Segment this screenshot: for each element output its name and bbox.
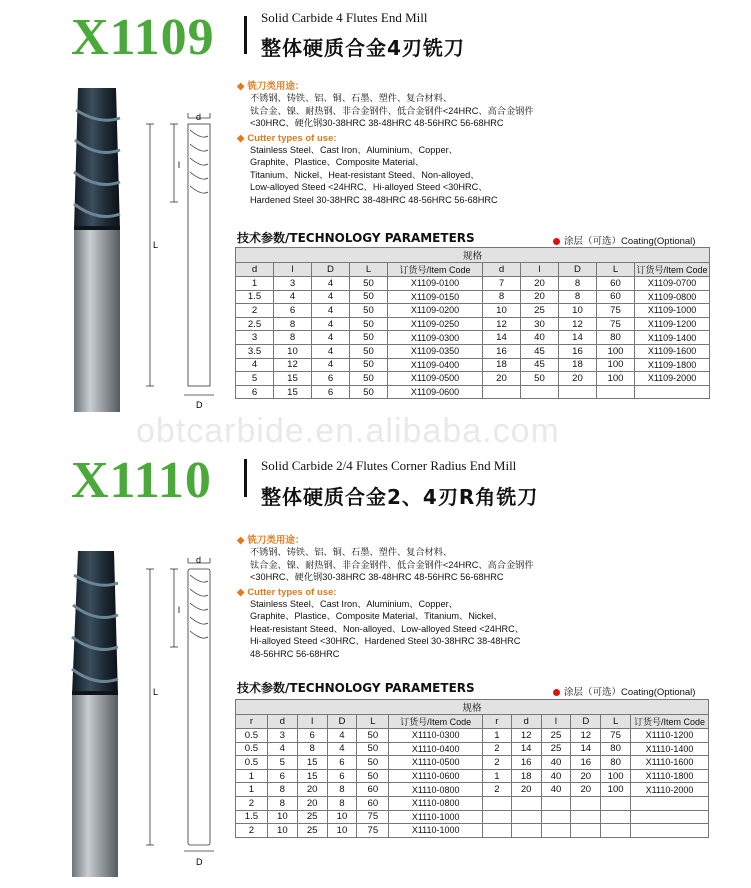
- table-cell: 100: [601, 769, 631, 783]
- table-cell: 8: [274, 317, 312, 331]
- column-header: D: [312, 263, 350, 277]
- table-cell: X1109-0250: [388, 317, 483, 331]
- table-cell: 18: [483, 358, 521, 372]
- title-divider: [244, 16, 247, 54]
- table-cell: X1109-1000: [635, 304, 710, 318]
- table-cell: 4: [236, 358, 274, 372]
- table-cell: 0.5: [236, 742, 268, 756]
- column-header: d: [511, 715, 541, 729]
- table-cell: 4: [312, 344, 350, 358]
- use-en-line: Low-alloyed Steed <24HRC、Hi-alloyed Steed <30HRC、: [250, 182, 488, 192]
- table-cell: 4: [327, 729, 357, 743]
- table-cell: 8: [267, 783, 297, 797]
- table-cell: 50: [350, 331, 388, 345]
- diamond-icon: ◆: [237, 586, 245, 598]
- table-cell: 8: [274, 331, 312, 345]
- product-title-cn: 整体硬质合金2、4刃R角铣刀: [261, 485, 539, 509]
- column-header: l: [541, 715, 571, 729]
- table-cell: 20: [511, 783, 541, 797]
- table-cell: 4: [312, 277, 350, 291]
- table-cell: 12: [511, 729, 541, 743]
- table-row: [236, 385, 710, 399]
- use-en-line: Graphite、Plastice、Composite Material、: [250, 157, 425, 167]
- table-cell: X1110-0500: [389, 756, 483, 770]
- table-cell: [631, 796, 709, 810]
- table-cell: 6: [297, 729, 327, 743]
- diagram-label-d: d: [196, 112, 202, 122]
- table-cell: [521, 385, 559, 399]
- table-cell: [559, 385, 597, 399]
- table-cell: 25: [297, 810, 327, 824]
- use-en-heading: Cutter types of use:: [247, 586, 337, 598]
- table-row: [236, 783, 709, 797]
- table-cell: 1: [236, 277, 274, 291]
- table-cell: X1109-0400: [388, 358, 483, 372]
- use-en-heading: Cutter types of use:: [247, 132, 337, 144]
- table-cell: 20: [297, 796, 327, 810]
- column-header: 订货号/Item Code: [635, 263, 710, 277]
- table-cell: 8: [327, 783, 357, 797]
- table-cell: 1: [483, 769, 512, 783]
- table-cell: 100: [597, 358, 635, 372]
- table-cell: [631, 824, 709, 838]
- table-cell: 15: [297, 769, 327, 783]
- params-table-x1110: [235, 699, 709, 838]
- table-cell: 4: [267, 742, 297, 756]
- product-code-x1110: X1110: [71, 452, 212, 509]
- table-cell: [571, 824, 601, 838]
- table-cell: 0.5: [236, 756, 268, 770]
- table-cell: X1109-0300: [388, 331, 483, 345]
- table-cell: 4: [274, 290, 312, 304]
- table-cell: 4: [312, 290, 350, 304]
- use-cn-line: 钛合金、镍、耐热钢、非合金钢件、低合金钢件<24HRC、高合金钢件: [250, 559, 534, 570]
- column-header: L: [601, 715, 631, 729]
- column-header: D: [559, 263, 597, 277]
- table-cell: 25: [297, 824, 327, 838]
- use-cn-line: <30HRC、硬化钢30-38HRC 38-48HRC 48-56HRC 56-68HRC: [250, 572, 504, 582]
- table-cell: 6: [274, 304, 312, 318]
- table-cell: 4: [312, 304, 350, 318]
- table-cell: 3.5: [236, 344, 274, 358]
- table-cell: 10: [327, 810, 357, 824]
- table-cell: 40: [541, 783, 571, 797]
- spec-header: 规格: [236, 248, 710, 263]
- table-cell: 14: [559, 331, 597, 345]
- column-header: D: [571, 715, 601, 729]
- table-cell: 25: [541, 742, 571, 756]
- table-cell: 4: [312, 358, 350, 372]
- end-mill-photo: [60, 545, 130, 880]
- diamond-icon: ◆: [237, 535, 245, 546]
- table-cell: [571, 810, 601, 824]
- use-section: [237, 78, 737, 206]
- table-cell: X1109-0700: [635, 277, 710, 291]
- table-cell: 8: [559, 277, 597, 291]
- table-cell: 1.5: [236, 810, 268, 824]
- column-header: 订货号/Item Code: [389, 715, 483, 729]
- table-cell: 10: [327, 824, 357, 838]
- table-cell: 60: [357, 796, 389, 810]
- table-cell: 2: [483, 756, 512, 770]
- table-row: [236, 358, 710, 372]
- use-cn-line: 不锈钢、铸铁、铝、铜、石墨、塑件、复合材料、: [250, 547, 453, 557]
- table-cell: 7: [483, 277, 521, 291]
- table-row: [236, 277, 710, 291]
- coating-note: 涂层（可选）Coating(Optional): [553, 684, 695, 698]
- column-header: r: [483, 715, 512, 729]
- coating-dot-icon: [553, 689, 560, 696]
- product-title-en: Solid Carbide 4 Flutes End Mill: [261, 10, 428, 25]
- use-cn-line: <30HRC、硬化钢30-38HRC 38-48HRC 48-56HRC 56-68HRC: [250, 118, 504, 128]
- use-cn-heading: 铣刀类用途：: [247, 535, 305, 546]
- column-header: d: [236, 263, 274, 277]
- diagram-label-l: l: [178, 605, 180, 615]
- table-cell: X1110-1800: [631, 769, 709, 783]
- table-cell: [483, 385, 521, 399]
- table-cell: X1110-0400: [389, 742, 483, 756]
- table-cell: X1109-0350: [388, 344, 483, 358]
- table-cell: [541, 810, 571, 824]
- use-en-line: Titanium、Nickel、Heat-resistant Steed、Non-alloyed、: [250, 169, 480, 180]
- use-cn-line: 钛合金、镍、耐热钢、非合金钢件、低合金钢件<24HRC、高合金钢件: [250, 105, 534, 116]
- table-cell: 6: [312, 385, 350, 399]
- use-cn-line: 不锈钢、铸铁、铝、铜、石墨、塑件、复合材料、: [250, 93, 453, 103]
- table-cell: X1110-0600: [389, 769, 483, 783]
- table-row: [236, 317, 710, 331]
- product-title-en: Solid Carbide 2/4 Flutes Corner Radius End Mill: [261, 458, 517, 473]
- column-header: l: [521, 263, 559, 277]
- product-code-x1109: X1109: [71, 9, 215, 66]
- table-cell: 80: [597, 331, 635, 345]
- params-table-x1109: [235, 247, 710, 399]
- table-cell: 2: [236, 304, 274, 318]
- table-cell: X1109-2000: [635, 372, 710, 386]
- table-cell: [541, 824, 571, 838]
- table-cell: X1109-0100: [388, 277, 483, 291]
- table-cell: 3: [274, 277, 312, 291]
- table-cell: 1: [483, 729, 512, 743]
- table-cell: 10: [274, 344, 312, 358]
- table-cell: X1110-1200: [631, 729, 709, 743]
- table-cell: [541, 796, 571, 810]
- table-cell: 50: [357, 756, 389, 770]
- table-cell: 18: [559, 358, 597, 372]
- params-title: 技术参数/TECHNOLOGY PARAMETERS: [237, 231, 475, 245]
- table-row: [236, 742, 709, 756]
- table-cell: 10: [267, 824, 297, 838]
- table-cell: 50: [357, 742, 389, 756]
- table-cell: 30: [521, 317, 559, 331]
- table-cell: X1110-1400: [631, 742, 709, 756]
- table-cell: 75: [597, 317, 635, 331]
- table-cell: X1109-1200: [635, 317, 710, 331]
- table-cell: 45: [521, 344, 559, 358]
- table-cell: [483, 824, 512, 838]
- table-cell: 10: [267, 810, 297, 824]
- table-cell: 60: [357, 783, 389, 797]
- table-cell: X1109-0150: [388, 290, 483, 304]
- table-cell: X1110-1600: [631, 756, 709, 770]
- use-en-line: Hi-alloyed Steed <30HRC、Hardened Steel 30-38HRC 38-48HRC: [250, 636, 521, 646]
- table-cell: X1109-1600: [635, 344, 710, 358]
- table-cell: 18: [511, 769, 541, 783]
- table-cell: 8: [327, 796, 357, 810]
- table-cell: X1110-1000: [389, 810, 483, 824]
- table-cell: [483, 796, 512, 810]
- table-row: [236, 824, 709, 838]
- diagram-label-L: L: [153, 240, 159, 250]
- table-cell: 20: [559, 372, 597, 386]
- table-cell: [631, 810, 709, 824]
- use-en-line: Heat-resistant Steed、Non-alloyed、Low-alloyed Steed <24HRC、: [250, 623, 524, 634]
- table-cell: 50: [350, 358, 388, 372]
- table-cell: 14: [511, 742, 541, 756]
- table-cell: 16: [511, 756, 541, 770]
- table-cell: 3: [267, 729, 297, 743]
- end-mill-diagram: [140, 110, 235, 410]
- table-cell: 80: [601, 756, 631, 770]
- table-cell: 2: [236, 796, 268, 810]
- table-cell: [601, 810, 631, 824]
- table-cell: X1109-1400: [635, 331, 710, 345]
- diagram-label-d: d: [196, 555, 202, 565]
- table-cell: 50: [350, 372, 388, 386]
- table-cell: 2.5: [236, 317, 274, 331]
- table-cell: 5: [236, 372, 274, 386]
- end-mill-diagram: [140, 555, 235, 875]
- end-mill-photo: [60, 80, 130, 415]
- table-cell: 6: [236, 385, 274, 399]
- table-cell: 6: [267, 769, 297, 783]
- table-cell: 3: [236, 331, 274, 345]
- table-cell: 50: [350, 385, 388, 399]
- table-cell: X1110-2000: [631, 783, 709, 797]
- table-row: [236, 290, 710, 304]
- params-title: 技术参数/TECHNOLOGY PARAMETERS: [237, 681, 475, 695]
- diagram-label-l: l: [178, 160, 180, 170]
- column-header: D: [327, 715, 357, 729]
- table-cell: 16: [559, 344, 597, 358]
- table-cell: 15: [297, 756, 327, 770]
- table-cell: 50: [350, 290, 388, 304]
- table-cell: X1109-1800: [635, 358, 710, 372]
- column-header: d: [483, 263, 521, 277]
- table-cell: 5: [267, 756, 297, 770]
- column-header: l: [297, 715, 327, 729]
- use-en-line: Hardened Steel 30-38HRC 38-48HRC 48-56HRC 56-68HRC: [250, 194, 498, 205]
- table-cell: 25: [541, 729, 571, 743]
- column-header: r: [236, 715, 268, 729]
- table-cell: 75: [357, 824, 389, 838]
- table-cell: 20: [571, 783, 601, 797]
- table-row: [236, 796, 709, 810]
- table-cell: 10: [559, 304, 597, 318]
- table-cell: 10: [483, 304, 521, 318]
- table-cell: 8: [297, 742, 327, 756]
- table-cell: 14: [483, 331, 521, 345]
- table-cell: X1110-0300: [389, 729, 483, 743]
- table-cell: 60: [597, 277, 635, 291]
- table-cell: [483, 810, 512, 824]
- diagram-label-D: D: [196, 400, 203, 410]
- table-cell: 20: [521, 277, 559, 291]
- table-cell: [601, 824, 631, 838]
- table-cell: 50: [357, 729, 389, 743]
- table-cell: 50: [350, 344, 388, 358]
- table-cell: [597, 385, 635, 399]
- table-row: [236, 810, 709, 824]
- use-en-line: Stainless Steel、Cast Iron、Aluminium、Copper、: [250, 144, 458, 155]
- table-cell: 40: [521, 331, 559, 345]
- table-row: [236, 344, 710, 358]
- table-cell: 15: [274, 385, 312, 399]
- table-cell: [511, 824, 541, 838]
- table-cell: 20: [571, 769, 601, 783]
- column-header: l: [274, 263, 312, 277]
- table-cell: 80: [601, 742, 631, 756]
- column-header: L: [597, 263, 635, 277]
- table-cell: [635, 385, 710, 399]
- table-cell: 40: [541, 769, 571, 783]
- table-row: [236, 372, 710, 386]
- table-cell: 1: [236, 769, 268, 783]
- table-row: [236, 331, 710, 345]
- table-cell: 8: [483, 290, 521, 304]
- column-header: 订货号/Item Code: [631, 715, 709, 729]
- table-cell: [511, 796, 541, 810]
- table-cell: 45: [521, 358, 559, 372]
- table-cell: X1110-0800: [389, 796, 483, 810]
- table-cell: X1109-0800: [635, 290, 710, 304]
- table-cell: 20: [297, 783, 327, 797]
- table-row: [236, 756, 709, 770]
- use-en-line: 48-56HRC 56-68HRC: [250, 648, 340, 659]
- table-row: [236, 729, 709, 743]
- diagram-label-L: L: [153, 687, 159, 697]
- table-cell: 20: [521, 290, 559, 304]
- use-en-line: Graphite、Plastice、Composite Material、Titanium、Nickel、: [250, 611, 503, 621]
- table-cell: 75: [597, 304, 635, 318]
- table-cell: 12: [274, 358, 312, 372]
- table-cell: 2: [236, 824, 268, 838]
- table-cell: 4: [327, 742, 357, 756]
- table-cell: [571, 796, 601, 810]
- watermark: obtcarbide.en.alibaba.com: [136, 412, 560, 450]
- table-cell: 16: [571, 756, 601, 770]
- column-header: L: [357, 715, 389, 729]
- table-cell: X1109-0600: [388, 385, 483, 399]
- table-cell: 2: [483, 783, 512, 797]
- column-header: 订货号/Item Code: [388, 263, 483, 277]
- table-cell: 8: [267, 796, 297, 810]
- table-cell: 75: [357, 810, 389, 824]
- title-divider: [244, 459, 247, 497]
- table-cell: 6: [327, 769, 357, 783]
- table-cell: 100: [601, 783, 631, 797]
- table-cell: 50: [350, 277, 388, 291]
- table-cell: 8: [559, 290, 597, 304]
- table-cell: 12: [483, 317, 521, 331]
- column-header: L: [350, 263, 388, 277]
- table-cell: 16: [483, 344, 521, 358]
- table-cell: 100: [597, 372, 635, 386]
- table-cell: [601, 796, 631, 810]
- table-cell: 6: [327, 756, 357, 770]
- table-cell: X1110-1000: [389, 824, 483, 838]
- use-cn-heading: 铣刀类用途：: [247, 81, 305, 92]
- table-cell: 75: [601, 729, 631, 743]
- table-cell: 50: [521, 372, 559, 386]
- table-cell: 4: [312, 317, 350, 331]
- spec-header: 规格: [236, 700, 709, 715]
- use-en-line: Stainless Steel、Cast Iron、Aluminium、Copper、: [250, 598, 458, 609]
- table-cell: X1109-0200: [388, 304, 483, 318]
- table-row: [236, 769, 709, 783]
- product-title-cn: 整体硬质合金4刃铣刀: [261, 36, 465, 60]
- table-cell: 25: [521, 304, 559, 318]
- table-cell: 0.5: [236, 729, 268, 743]
- coating-note: 涂层（可选）Coating(Optional): [553, 233, 695, 247]
- table-cell: X1110-0800: [389, 783, 483, 797]
- table-cell: 50: [350, 317, 388, 331]
- column-header: d: [267, 715, 297, 729]
- coating-dot-icon: [553, 238, 560, 245]
- table-cell: 6: [312, 372, 350, 386]
- table-cell: 14: [571, 742, 601, 756]
- use-section: [237, 532, 737, 660]
- table-cell: X1109-0500: [388, 372, 483, 386]
- table-cell: 100: [597, 344, 635, 358]
- table-row: [236, 304, 710, 318]
- table-cell: 40: [541, 756, 571, 770]
- table-cell: 1.5: [236, 290, 274, 304]
- table-cell: 50: [357, 769, 389, 783]
- table-cell: [511, 810, 541, 824]
- table-cell: 12: [571, 729, 601, 743]
- table-cell: 60: [597, 290, 635, 304]
- diagram-label-D: D: [196, 857, 203, 867]
- diamond-icon: ◆: [237, 132, 245, 144]
- table-cell: 50: [350, 304, 388, 318]
- table-cell: 2: [483, 742, 512, 756]
- table-cell: 12: [559, 317, 597, 331]
- table-cell: 4: [312, 331, 350, 345]
- table-cell: 20: [483, 372, 521, 386]
- table-cell: 15: [274, 372, 312, 386]
- table-cell: 1: [236, 783, 268, 797]
- diamond-icon: ◆: [237, 81, 245, 92]
